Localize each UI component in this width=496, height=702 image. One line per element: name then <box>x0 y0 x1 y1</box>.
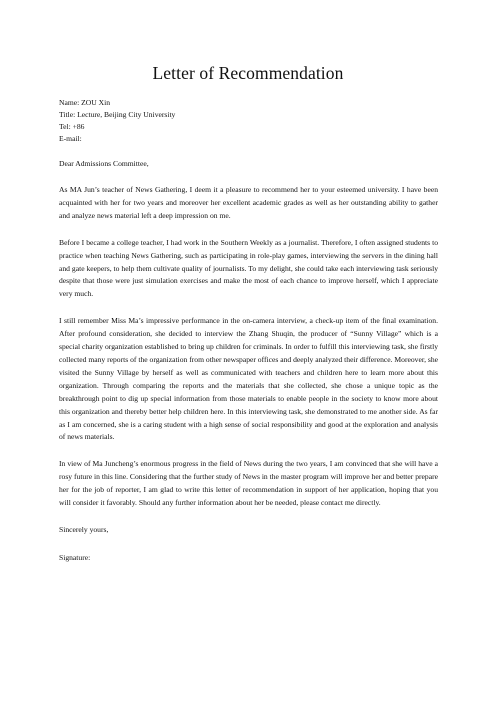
sender-tel: Tel: +86 <box>59 122 85 131</box>
paragraph-interview-example: I still remember Miss Ma’s impressive performance in the on-camera interview, a check-up item of the final examination. After profound consideration, she decided to interview the Zhang Shuqin, the producer of “Sunny Village” which is a special charity organization established to bring up children for criminals. In order to fulfill this interviewing task, she firstly collected many reports of the organization from other newspaper offices and deeply analyzed their difference. Moreover, she visited the Sunny Village by herself as well as communicated with teachers and children here to learn more about this organization. Through comparing the reports and the materials that she collected, she chose a unique topic as the breakthrough point to dig up special information from those materials to enable people in the society to know more about this organization and thereby better help children here. In this interviewing task, she demonstrated to me another side. As far as I am concerned, she is a caring student with a high sense of social responsibility and good at the exploration and analysis of news materials. <box>59 316 438 442</box>
letter-body <box>59 97 438 564</box>
sender-name: Name: ZOU Xin <box>59 98 111 107</box>
closing: Sincerely yours, <box>59 524 109 534</box>
paragraph-introduction: As MA Jun’s teacher of News Gathering, I deem it a pleasure to recommend her to your esteemed university. I have been acquainted with her for two years and moreover her excellent academic grades as well as her outstanding ability to gather and analyze news material left a deep impression on me. <box>59 185 438 220</box>
sender-title: Title: Lecture, Beijing City University <box>59 110 176 119</box>
letter-title: Letter of Recommendation <box>152 63 344 83</box>
signature-line: Signature: <box>59 552 91 562</box>
sender-info <box>59 97 438 145</box>
paragraph-conclusion: In view of Ma Juncheng’s enormous progress in the field of News during the two years, I am convinced that she will have a rosy future in this line. Considering that the further study of News in the master program will improve her and better prepare her for the job of reporter, I am glad to write this letter of recommendation in support of her application, hoping that you will consider it favorably. Should any further information about her be needed, please contact me directly. <box>59 459 438 508</box>
paragraph-teaching-background: Before I became a college teacher, I had work in the Southern Weekly as a journalist. Therefore, I often assigned students to practice when teaching News Gathering, such as participating in role-play games, interviewing the servers in the dining hall and gate keepers, to help them cultivate quality of journalists. To my delight, she could take each interviewing task seriously despite that those were just simulation exercises and make the most of each chance to improve herself, which I appreciate very much. <box>59 237 438 299</box>
salutation: Dear Admissions Committee, <box>59 159 149 168</box>
sender-email: E-mail: <box>59 134 82 143</box>
